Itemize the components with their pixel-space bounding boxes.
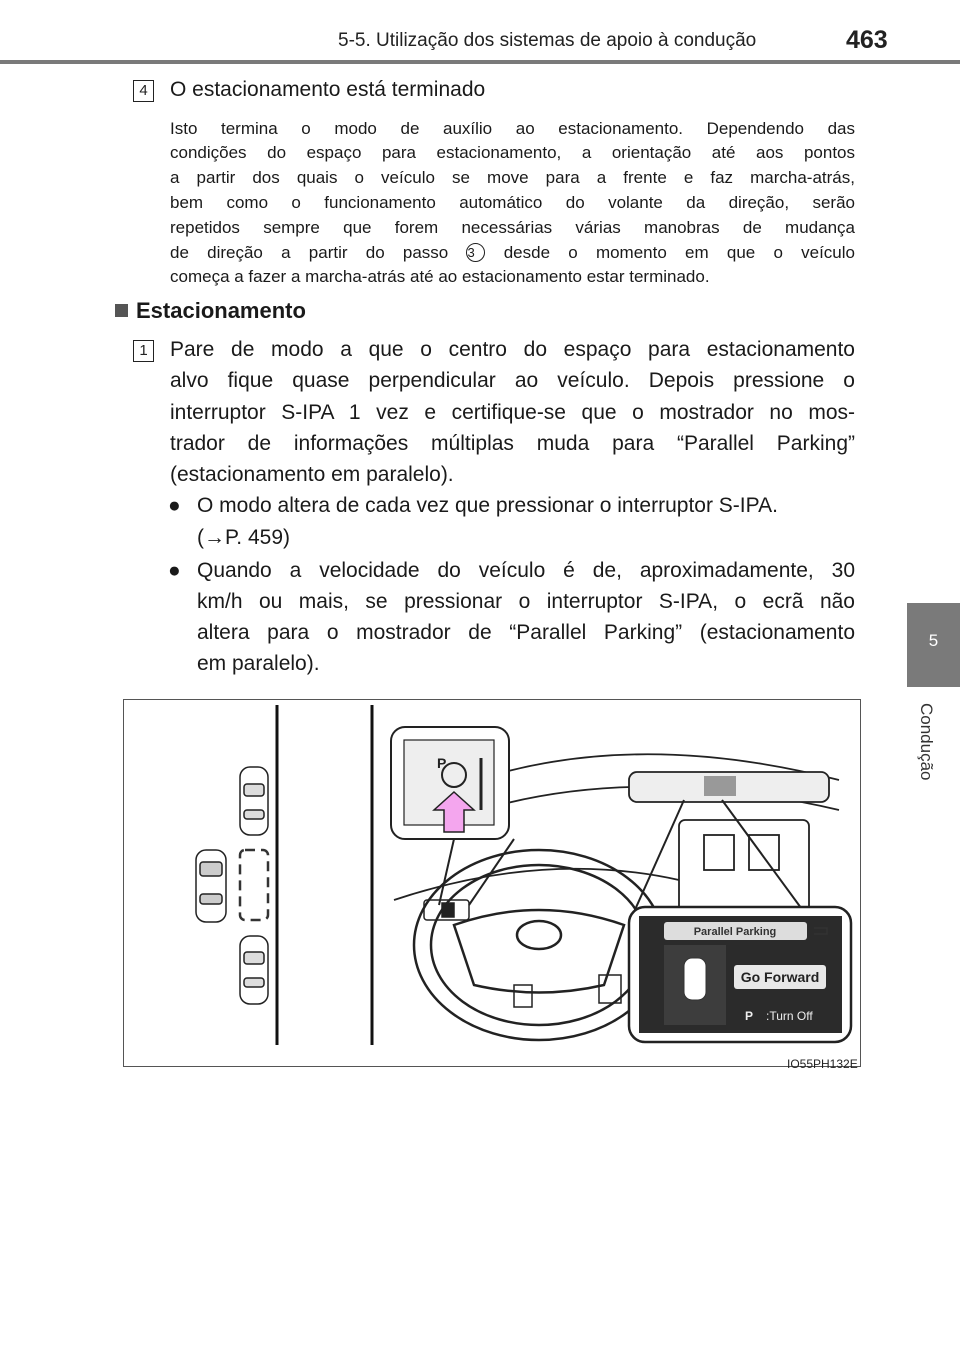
bullet-dot-icon: ● bbox=[168, 494, 181, 517]
step4-line-2: condições do espaço para estacionamento, a orientação até aos pontos bbox=[170, 143, 855, 162]
header-rule bbox=[0, 60, 960, 64]
step1-line-5: (estacionamento em paralelo). bbox=[170, 463, 454, 486]
step1-line-1: Pare de modo a que o centro do espaço para estacionamento bbox=[170, 338, 855, 361]
section-heading bbox=[115, 298, 306, 324]
callout-line-icon bbox=[634, 800, 684, 912]
step4-title: O estacionamento está terminado bbox=[170, 78, 486, 101]
chapter-label: Condução bbox=[917, 703, 936, 781]
steering-wheel-icon bbox=[414, 850, 664, 1040]
parked-car-icon bbox=[240, 767, 268, 835]
bullet-2-line-1: Quando a velocidade do veículo é de, aproximadamente, 30 bbox=[197, 559, 855, 582]
step4-line-7: começa a fazer a marcha-atrás até ao estacionamento estar terminado. bbox=[170, 267, 710, 286]
step4-line-6 bbox=[170, 243, 855, 263]
target-space-icon bbox=[240, 850, 268, 920]
callout-line-icon bbox=[469, 839, 514, 905]
step-number-4: 4 bbox=[133, 80, 154, 102]
step1-line-2: alvo fique quase perpendicular ao veículo. Depois pressione o bbox=[170, 369, 855, 392]
step1-line-4: trador de informações múltiplas muda para “Parallel Parking” bbox=[170, 432, 855, 455]
page-number: 463 bbox=[846, 26, 888, 54]
parking-illustration bbox=[124, 700, 859, 1065]
step4-line-4: bem como o funcionamento automático do volante da direção, serão bbox=[170, 193, 855, 212]
step-ref-3: 3 bbox=[466, 243, 485, 262]
own-car-icon bbox=[196, 850, 226, 922]
display-title: Parallel Parking bbox=[693, 926, 777, 938]
switch-panel-icon bbox=[424, 900, 469, 920]
step4-line-6b: desde o momento em que o veículo bbox=[503, 243, 855, 262]
step4-line-5: repetidos sempre que forem necessárias várias manobras de mudança bbox=[170, 218, 855, 237]
figure-code: IO55PH132E bbox=[787, 1057, 858, 1071]
illustration-figure bbox=[123, 699, 861, 1067]
bullet-1-line-1: O modo altera de cada vez que pressionar o interruptor S-IPA. bbox=[197, 494, 778, 517]
display-p-symbol: P bbox=[745, 1009, 754, 1023]
bullet-dot-icon: ● bbox=[168, 559, 181, 582]
step4-line-6a: de direção a partir do passo bbox=[170, 243, 449, 262]
section-header: 5-5. Utilização dos sistemas de apoio à condução bbox=[338, 30, 757, 51]
section-title: Estacionamento bbox=[136, 298, 306, 323]
bullet-2-line-3: altera para o mostrador de “Parallel Parking” (estacionamento bbox=[197, 621, 855, 644]
switch-letter: P bbox=[437, 755, 447, 771]
step1-line-3: interruptor S-IPA 1 vez e certifique-se que o mostrador no mos- bbox=[170, 401, 855, 424]
step4-line-3: a partir dos quais o veículo se move para a frente e faz marcha-atrás, bbox=[170, 168, 855, 187]
display-turn-off: :Turn Off bbox=[766, 1009, 813, 1023]
square-bullet-icon bbox=[115, 304, 128, 317]
bullet-2-line-2: km/h ou mais, se pressionar o interruptor S-IPA, o ecrã não bbox=[197, 590, 855, 613]
step-number-1: 1 bbox=[133, 340, 154, 362]
display-go-forward: Go Forward bbox=[740, 969, 820, 985]
bullet-2-line-4: em paralelo). bbox=[197, 652, 320, 675]
step4-line-1: Isto termina o modo de auxílio ao estacionamento. Dependendo das bbox=[170, 119, 855, 138]
bullet-1-line-2: (→P. 459) bbox=[197, 526, 290, 549]
parked-car-icon bbox=[240, 936, 268, 1004]
callout-line-icon bbox=[439, 839, 454, 905]
chapter-number: 5 bbox=[928, 631, 939, 650]
